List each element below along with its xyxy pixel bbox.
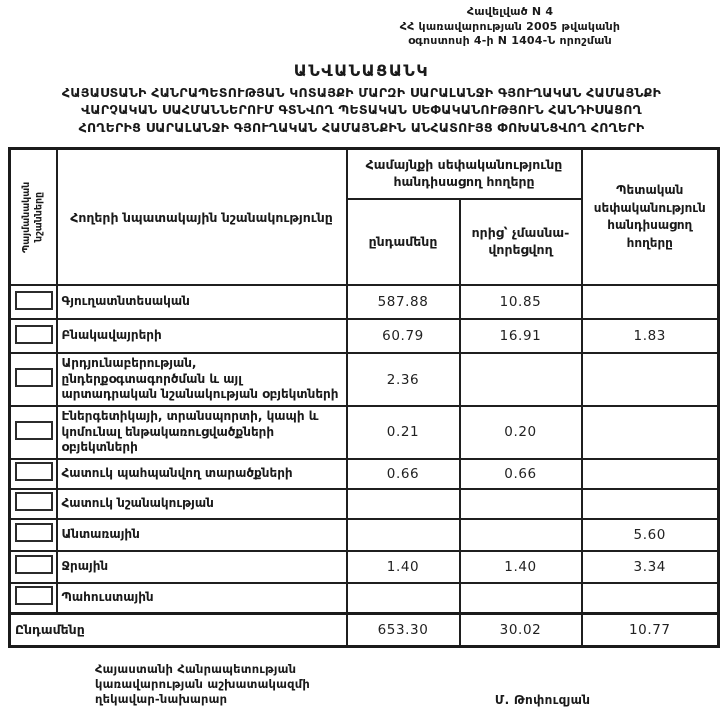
symbol-cell: [10, 353, 57, 406]
signatory-title-line: կառավարության աշխատակազմի: [95, 676, 310, 691]
value-state: [582, 406, 719, 459]
table-row: [10, 459, 719, 489]
land-category-label: Հատուկ նշանակության: [57, 489, 347, 519]
value-nonprivatizable: 1.40: [460, 551, 582, 583]
column-header-purpose: Հողերի նպատակային նշանակությունը: [57, 149, 347, 286]
legend-box-icon: [15, 291, 53, 310]
value-state: [582, 489, 719, 519]
appendix-line: ՀՀ կառավարության 2005 թվականի: [399, 19, 621, 33]
value-total: 2.36: [347, 353, 460, 406]
table-row: [10, 406, 719, 459]
symbol-cell: [10, 459, 57, 489]
table-row: [10, 319, 719, 353]
subtitle-line: ՀԱՅԱՍՏԱՆԻ ՀԱՆՐԱՊԵՏՈՒԹՅԱՆ ԿՈՏԱՅՔԻ ՄԱՐԶԻ ՍԱՐԱԼԱՆՋԻ ԳՅՈՒՂԱԿԱՆ ՀԱՄԱՅՆՔԻ: [61, 84, 662, 100]
legend-box-icon: [15, 421, 53, 440]
appendix-reference: [330, 0, 690, 49]
symbol-cell: [10, 285, 57, 319]
subtitle-line: ՎԱՐՉԱԿԱՆ ՍԱՀՄԱՆՆԵՐՈՒՄ ԳՏՆՎՈՂ ՊԵՏԱԿԱՆ ՍԵՓԱԿԱՆՈՒԹՅՈՒՆ ՀԱՆԴԻՍԱՑՈՂ: [81, 102, 642, 118]
document-title: ԱՆՎԱՆԱՑԱՆԿ: [293, 60, 430, 80]
legend-box-icon: [15, 462, 53, 481]
total-value-total: 653.30: [347, 613, 460, 646]
land-category-label: Հատուկ պահպանվող տարածքների: [57, 459, 347, 489]
table-row: [10, 519, 719, 551]
value-total: 60.79: [347, 319, 460, 353]
value-state: 5.60: [582, 519, 719, 551]
land-category-label: Արդյունաբերության, ընդերքօգտագործման և այլ արտադրական նշանակության օբյեկտների: [57, 353, 347, 406]
value-state: [582, 583, 719, 614]
value-total: [347, 489, 460, 519]
land-category-label: Անտառային: [57, 519, 347, 551]
total-row-label: Ընդամենը: [10, 613, 347, 646]
column-header-symbols: [10, 149, 57, 286]
value-nonprivatizable: [460, 519, 582, 551]
value-state: [582, 459, 719, 489]
signatory-name: Մ. Թոփուզյան: [494, 693, 591, 707]
land-transfer-table: [8, 147, 720, 648]
header-row-top: [10, 149, 719, 200]
value-total: 0.21: [347, 406, 460, 459]
value-total: [347, 583, 460, 614]
column-header-symbols-label: Պայմանական նշանները: [20, 181, 45, 253]
symbol-cell: [10, 489, 57, 519]
table-row: [10, 285, 719, 319]
land-category-label: Էներգետիկայի, տրանսպորտի, կապի և կոմունալ ենթակառուցվածքների օբյեկտների: [57, 406, 347, 459]
column-header-nonprivatizable: որից՝ չմասնավորեցվող: [460, 199, 582, 285]
legend-box-icon: [15, 523, 53, 542]
total-value-nonprivatizable: 30.02: [460, 613, 582, 646]
column-header-total: ընդամենը: [347, 199, 460, 285]
column-header-community-lands: Համայնքի սեփականությունը հանդիսացող հողերը: [347, 149, 582, 200]
land-category-label: Բնակավայրերի: [57, 319, 347, 353]
table-row: [10, 353, 719, 406]
value-total: 0.66: [347, 459, 460, 489]
legend-box-icon: [15, 492, 53, 511]
land-category-label: Ջրային: [57, 551, 347, 583]
appendix-line: Հավելված N 4: [466, 5, 554, 18]
document-subtitle: [0, 84, 723, 138]
land-category-label: Գյուղատնտեսական: [57, 285, 347, 319]
subtitle-line: ՀՈՂԵՐԻՑ ՍԱՐԱԼԱՆՋԻ ԳՅՈՒՂԱԿԱՆ ՀԱՄԱՅՆՔԻՆ ԱՆՀԱՏՈՒՅՑ ՓՈԽԱՆՑՎՈՂ ՀՈՂԵՐԻ: [78, 120, 645, 136]
appendix-line: օգոստոսի 4-ի N 1404-Ն որոշման: [408, 34, 612, 48]
value-nonprivatizable: [460, 353, 582, 406]
value-nonprivatizable: 16.91: [460, 319, 582, 353]
signature-block: [95, 662, 723, 707]
value-nonprivatizable: [460, 583, 582, 614]
legend-box-icon: [15, 325, 53, 344]
value-nonprivatizable: [460, 489, 582, 519]
value-total: [347, 519, 460, 551]
table-row: [10, 583, 719, 614]
value-state: 1.83: [582, 319, 719, 353]
value-total: 1.40: [347, 551, 460, 583]
signatory-title-line: ղեկավար-նախարար: [95, 692, 228, 707]
total-row: [10, 613, 719, 646]
value-state: [582, 353, 719, 406]
legend-box-icon: [15, 555, 53, 574]
table-row: [10, 551, 719, 583]
symbol-cell: [10, 519, 57, 551]
value-nonprivatizable: 0.66: [460, 459, 582, 489]
signatory-title: [95, 662, 310, 707]
value-nonprivatizable: 0.20: [460, 406, 582, 459]
legend-box-icon: [15, 368, 53, 387]
value-total: 587.88: [347, 285, 460, 319]
value-state: [582, 285, 719, 319]
symbol-cell: [10, 319, 57, 353]
symbol-cell: [10, 583, 57, 614]
land-category-label: Պահուստային: [57, 583, 347, 614]
total-value-state: 10.77: [582, 613, 719, 646]
value-nonprivatizable: 10.85: [460, 285, 582, 319]
signatory-title-line: Հայաստանի Հանրապետության: [95, 661, 297, 676]
value-state: 3.34: [582, 551, 719, 583]
column-header-state-lands: Պետական սեփականություն հանդիսացող հողերը: [582, 149, 719, 286]
symbol-cell: [10, 406, 57, 459]
symbol-cell: [10, 551, 57, 583]
table-row: [10, 489, 719, 519]
legend-box-icon: [15, 586, 53, 605]
